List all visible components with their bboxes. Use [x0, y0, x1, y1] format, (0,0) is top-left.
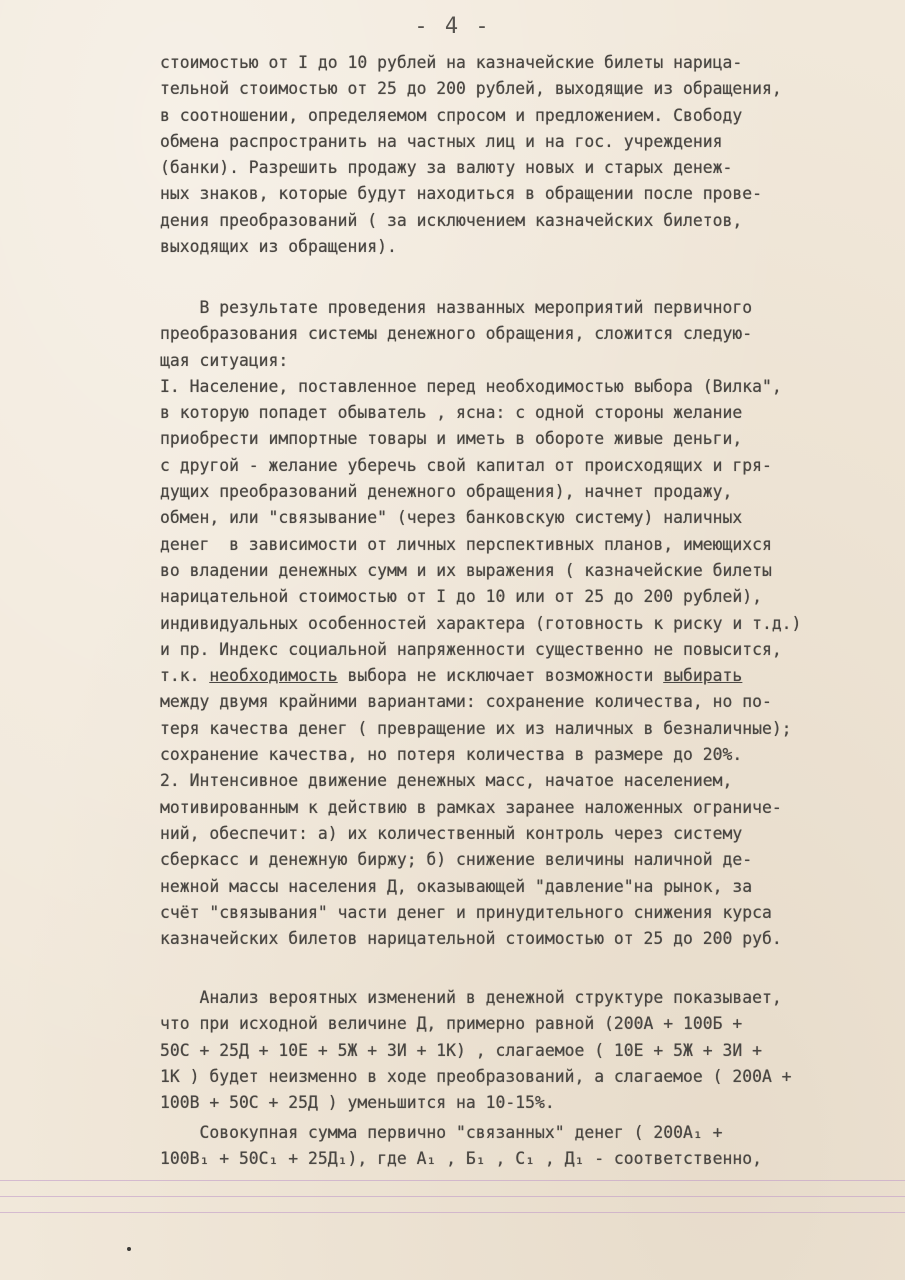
- text-line: дущих преобразований денежного обращения), начнет продажу,: [160, 482, 733, 502]
- text-line: сохранение качества, но потеря количества в размере до 20%.: [160, 745, 743, 765]
- text-line: 50С + 25Д + 10Е + 5Ж + 3И + 1К) , слагаемое ( 10Е + 5Ж + 3И +: [160, 1040, 762, 1060]
- text-line: в которую попадет обыватель , ясна: с одной стороны желание: [160, 403, 743, 423]
- text-line: тельной стоимостью от 25 до 200 рублей, выходящие из обращения,: [160, 79, 782, 99]
- text-line: нежной массы населения Д, оказывающей "давление"на рынок, за: [160, 876, 753, 896]
- text-line-underlined: [160, 663, 860, 689]
- text-line: 100В + 50С + 25Д ) уменьшится на 10-15%.: [160, 1093, 555, 1113]
- text-line: щая ситуация:: [160, 350, 289, 370]
- text-line: выходящих из обращения).: [160, 237, 397, 257]
- text-line: с другой - желание уберечь свой капитал от происходящих и гря-: [160, 455, 772, 475]
- paragraph-3: [160, 985, 860, 1116]
- text-line: приобрести импортные товары и иметь в обороте живые деньги,: [160, 429, 743, 449]
- text-line: мотивированным к действию в рамках заранее наложенных ограниче-: [160, 797, 782, 817]
- text-line: во владении денежных сумм и их выражения ( казначейские билеты: [160, 560, 772, 580]
- ink-dot: [127, 1247, 131, 1251]
- paragraph-1: [160, 50, 860, 260]
- ruled-line: [0, 1212, 905, 1213]
- text-line: между двумя крайними вариантами: сохранение количества, но по-: [160, 692, 772, 712]
- text-line: В результате проведения названных мероприятий первичного: [160, 298, 753, 317]
- paragraph-2: [160, 295, 860, 952]
- text-line: дения преобразований ( за исключением казначейских билетов,: [160, 210, 743, 230]
- text-line: 1К ) будет неизменно в ходе преобразований, а слагаемое ( 200А +: [160, 1066, 792, 1086]
- text-line: что при исходной величине Д, примерно равной (200А + 100Б +: [160, 1014, 743, 1034]
- underlined-word-choose: выбирать: [663, 666, 743, 686]
- text-line: в соотношении, определяемом спросом и предложением. Свободу: [160, 105, 743, 125]
- text-line: индивидуальных особенностей характера (готовность к риску и т.д.): [160, 613, 802, 633]
- text-segment: т.к.: [160, 666, 210, 686]
- text-line: 100В₁ + 50С₁ + 25Д₁), где А₁ , Б₁ , С₁ , Д₁ - соответственно,: [160, 1149, 762, 1169]
- ruled-line: [0, 1196, 905, 1197]
- underlined-word-necessity: необходимость: [209, 666, 338, 686]
- text-line: нарицательной стоимостью от I до 10 или от 25 до 200 рублей),: [160, 587, 762, 607]
- text-line: ных знаков, которые будут находиться в обращении после прове-: [160, 184, 762, 204]
- text-line: 2. Интенсивное движение денежных масс, начатое населением,: [160, 771, 733, 791]
- text-line: ний, обеспечит: а) их количественный контроль через систему: [160, 823, 743, 843]
- text-line: счёт "связывания" части денег и принудительного снижения курса: [160, 902, 772, 922]
- text-line: сберкасс и денежную биржу; б) снижение величины наличной де-: [160, 850, 753, 870]
- text-line: теря качества денег ( превращение их из наличных в безналичные);: [160, 718, 792, 738]
- ruled-line: [0, 1180, 905, 1181]
- text-line: преобразования системы денежного обращения, сложится следую-: [160, 324, 753, 344]
- text-segment: выбора не исключает возможности: [337, 666, 664, 686]
- text-line: обмена распространить на частных лиц и на гос. учреждения: [160, 131, 723, 151]
- text-line: и пр. Индекс социальной напряженности существенно не повысится,: [160, 639, 782, 659]
- paragraph-4: [160, 1120, 860, 1173]
- text-line: казначейских билетов нарицательной стоимостью от 25 до 200 руб.: [160, 929, 782, 949]
- text-line: I. Население, поставленное перед необходимостью выбора (Вилка",: [160, 376, 782, 396]
- text-line: стоимостью от I до 10 рублей на казначейские билеты нарица-: [160, 53, 743, 72]
- text-line: Анализ вероятных изменений в денежной структуре показывает,: [160, 988, 782, 1007]
- text-line: (банки). Разрешить продажу за валюту новых и старых денеж-: [160, 158, 733, 178]
- page-number: - 4 -: [414, 14, 491, 39]
- text-line: обмен, или "связывание" (через банковскую систему) наличных: [160, 508, 743, 528]
- text-line: денег в зависимости от личных перспективных планов, имеющихся: [160, 534, 772, 554]
- text-line: Совокупная сумма первично "связанных" денег ( 200А₁ +: [160, 1123, 723, 1142]
